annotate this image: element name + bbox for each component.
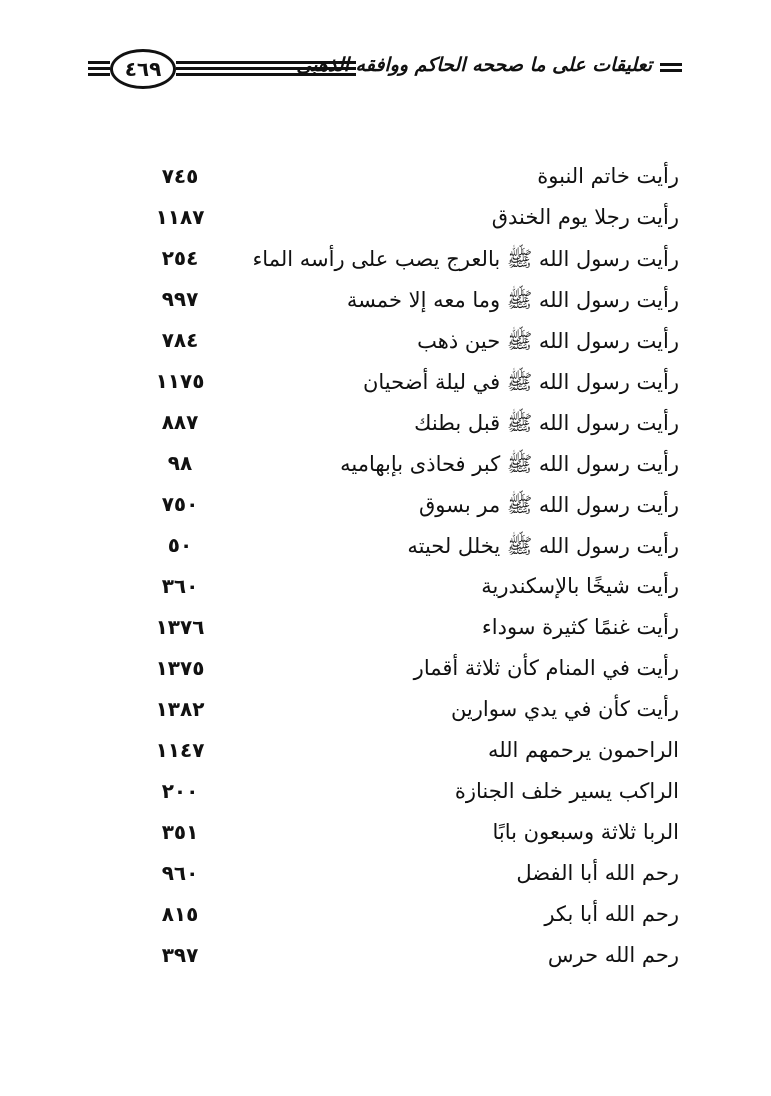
header-rule — [660, 63, 682, 66]
entry-page-number: ٩٨ — [167, 451, 193, 475]
entry-text: رحم الله أبا بكر — [544, 902, 679, 926]
entry-text: الربا ثلاثة وسبعون بابًا — [492, 820, 679, 844]
entry-page-number: ٣٥١ — [161, 820, 199, 844]
entry-text: رأيت رسول الله ﷺ في ليلة أضحيان — [362, 370, 679, 394]
index-entry — [0, 814, 771, 854]
header-rule — [88, 61, 110, 64]
entry-page-number: ٨٨٧ — [161, 410, 199, 434]
entry-page-number: ١١٨٧ — [155, 205, 205, 229]
entry-text: رأيت كأن في يدي سوارين — [450, 697, 679, 721]
index-entry — [0, 691, 771, 731]
entry-text: رأيت رسول الله ﷺ كبر فحاذى بإبهاميه — [340, 452, 679, 476]
page-header — [0, 0, 771, 120]
entry-text: رأيت غنمًا كثيرة سوداء — [481, 615, 679, 639]
entry-page-number: ٣٩٧ — [161, 943, 199, 967]
entry-page-number: ٥٠ — [167, 533, 193, 557]
entry-text: رأيت رسول الله ﷺ وما معه إلا خمسة — [346, 288, 679, 312]
entry-text: رحم الله حرس — [547, 943, 679, 967]
index-entry — [0, 322, 771, 362]
index-entry — [0, 404, 771, 444]
entry-text: رحم الله أبا الفضل — [516, 861, 679, 885]
index-entry — [0, 937, 771, 977]
entry-page-number: ١٣٨٢ — [155, 697, 205, 721]
running-title: تعليقات على ما صححه الحاكم ووافقه الذهبي — [296, 54, 652, 76]
index-entry — [0, 773, 771, 813]
entry-page-number: ١١٤٧ — [155, 738, 205, 762]
index-entry — [0, 363, 771, 403]
index-entry — [0, 568, 771, 608]
entry-text: رأيت خاتم النبوة — [537, 164, 679, 188]
entry-page-number: ٣٦٠ — [161, 574, 199, 598]
index-entry — [0, 281, 771, 321]
index-entry — [0, 650, 771, 690]
index-entry — [0, 896, 771, 936]
index-entry — [0, 199, 771, 239]
index-entry — [0, 486, 771, 526]
entry-page-number: ١١٧٥ — [155, 369, 205, 393]
entry-page-number: ١٣٧٦ — [155, 615, 205, 639]
entry-text: رأيت في المنام كأن ثلاثة أقمار — [413, 656, 679, 680]
index-entry — [0, 609, 771, 649]
entry-text: رأيت رسول الله ﷺ مر بسوق — [418, 493, 679, 517]
index-entry — [0, 158, 771, 198]
entry-page-number: ٩٩٧ — [161, 287, 199, 311]
index-entry — [0, 240, 771, 280]
index-entry — [0, 855, 771, 895]
entry-page-number: ٧٤٥ — [161, 164, 199, 188]
entry-text: رأيت رسول الله ﷺ قبل بطنك — [414, 411, 679, 435]
entry-text: الراكب يسير خلف الجنازة — [454, 779, 679, 803]
entry-text: رأيت رسول الله ﷺ بالعرج يصب على رأسه الماء — [252, 247, 679, 271]
entry-text: رأيت رسول الله ﷺ يخلل لحيته — [407, 534, 679, 558]
page-number: ٤٦٩ — [110, 49, 176, 89]
header-rule — [88, 73, 110, 76]
entry-page-number: ١٣٧٥ — [155, 656, 205, 680]
entry-page-number: ٢٥٤ — [161, 246, 199, 270]
entry-page-number: ٧٥٠ — [161, 492, 199, 516]
header-rule — [660, 69, 682, 72]
index-entry — [0, 732, 771, 772]
entry-page-number: ٢٠٠ — [161, 779, 199, 803]
entry-text: رأيت شيخًا بالإسكندرية — [481, 574, 679, 598]
index-entry — [0, 527, 771, 567]
entry-page-number: ٨١٥ — [161, 902, 199, 926]
entry-text: رأيت رسول الله ﷺ حين ذهب — [417, 329, 679, 353]
header-rule — [88, 67, 110, 70]
entry-page-number: ٩٦٠ — [161, 861, 199, 885]
index-entry — [0, 445, 771, 485]
entry-text: الراحمون يرحمهم الله — [487, 738, 679, 762]
entry-text: رأيت رجلا يوم الخندق — [491, 205, 679, 229]
entry-page-number: ٧٨٤ — [161, 328, 199, 352]
